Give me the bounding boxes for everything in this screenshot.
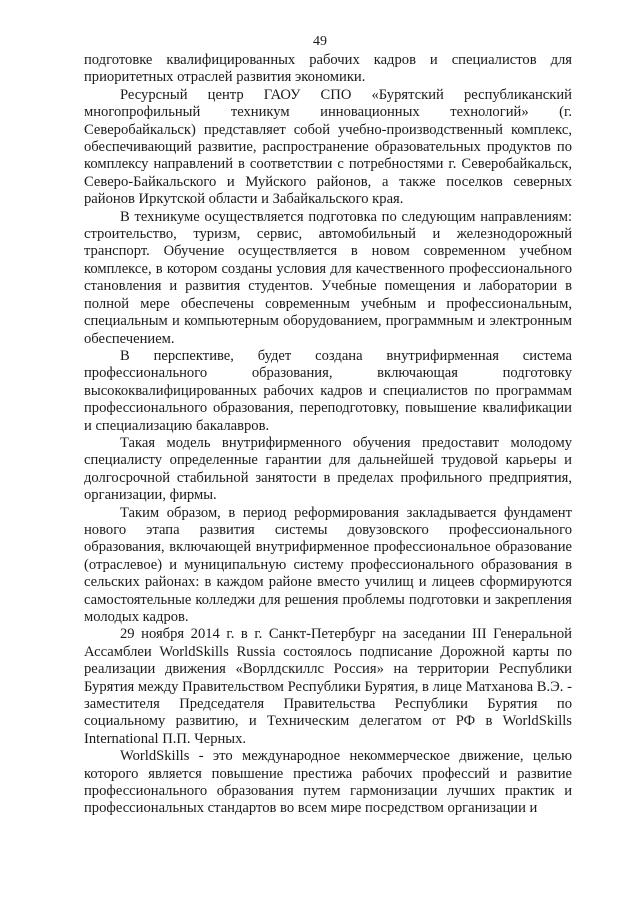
paragraph: 29 ноября 2014 г. в г. Санкт-Петербург на заседании III Генеральной Ассамблеи WorldSkills Russia состоялось подписание Дорожной карты по реализации движения «Ворлдскиллс Россия» на территории Республики Бурятия между Правительством Республики Бурятия, в лице Матханова В.Э. - заместителя Председателя Правительства Республики Бурятия по социальному развитию, и Техническим делегатом от РФ в WorldSkills International П.П. Черных. <box>84 626 572 747</box>
paragraph: WorldSkills - это международное некоммерческое движение, целью которого является повышение престижа рабочих профессий и развитие профессионального образования путем гармонизации лучших практик и профессиональных стандартов во всем мире посредством организации и <box>84 748 572 817</box>
paragraph: В перспективе, будет создана внутрифирменная система профессионального образования, включающая подготовку высококвалифицированных рабочих кадров и специалистов по программам профессионального образования, переподготовку, повышение квалификации и специализацию бакалавров. <box>84 347 572 434</box>
page-number: 49 <box>313 34 327 49</box>
paragraph: В техникуме осуществляется подготовка по следующим направлениям: строительство, туризм, сервис, автомобильный и железнодорожный транспорт. Обучение осуществляется в новом современном учебном комплексе, в котором созданы условия для качественного профессионального становления и развития студентов. Учебные помещения и лаборатории в полной мере обеспечены современным учебным и профессиональным, специальным и компьютерным оборудованием, программным и электронным обеспечением. <box>84 208 572 347</box>
document-body <box>84 52 572 818</box>
paragraph: подготовке квалифицированных рабочих кадров и специалистов для приоритетных отраслей развития экономики. <box>84 52 572 86</box>
paragraph: Такая модель внутрифирменного обучения предоставит молодому специалисту определенные гарантии для дальнейшей трудовой карьеры и долгосрочной стабильной занятости в пределах профильного предприятия, организации, фирмы. <box>84 434 572 504</box>
paragraph: Таким образом, в период реформирования закладывается фундамент нового этапа развития системы довузовского профессионального образования, включающей внутрифирменное профессиональное образование (отраслевое) и муниципальную систему профессионального образования в сельских районах: в каждом районе вместо училищ и лицеев сформируются самостоятельные колледжи для решения проблемы подготовки и закрепления молодых кадров. <box>84 504 572 625</box>
paragraph: Ресурсный центр ГАОУ СПО «Бурятский республиканский многопрофильный техникум инновационных технологий» (г. Северобайкальск) представляет собой учебно-производственный комплекс, обеспечивающий развитие, распространение образовательных продуктов по комплексу направлений в соответствии с потребностями г. Северобайкальск, Северо-Байкальского и Муйского районов, а также поселков северных районов Иркутской области и Забайкальского края. <box>84 86 572 208</box>
